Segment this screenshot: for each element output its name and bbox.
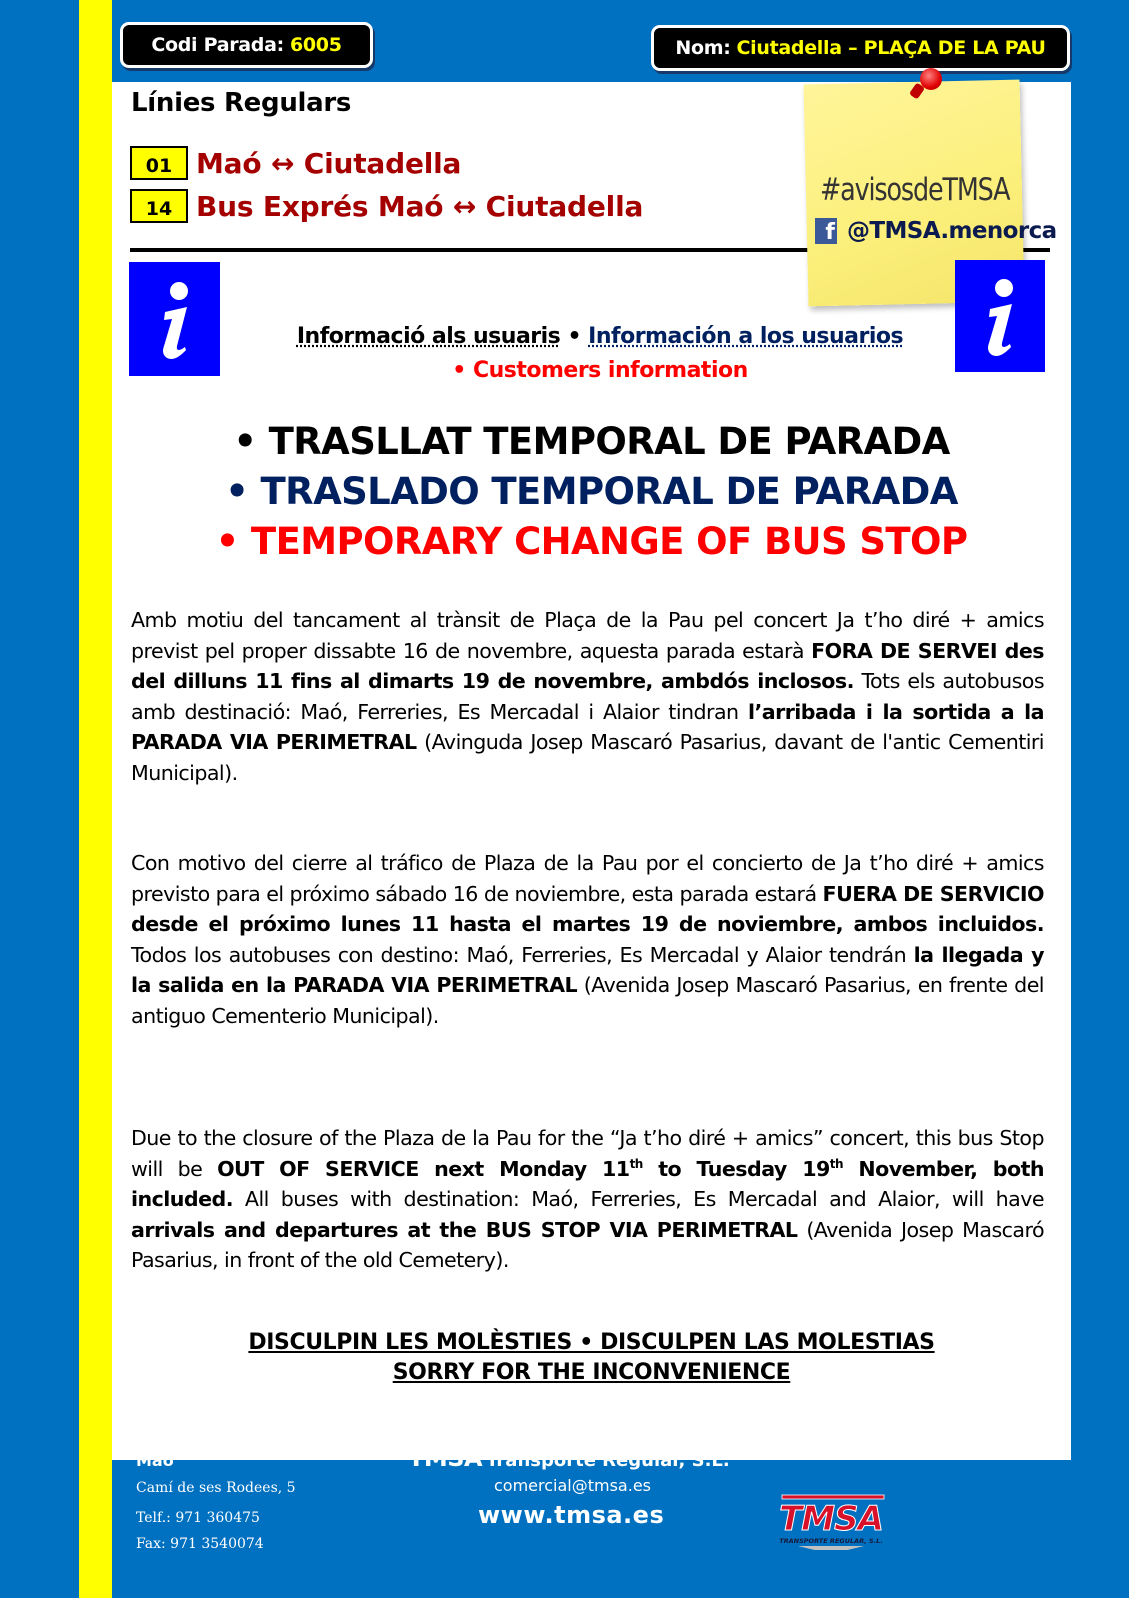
- facebook-icon: f: [815, 218, 837, 244]
- text: Due to the closure of the Plaza de la Pau for the “Ja t’ho diré + amics” concert, this bus Stop will be: [131, 1126, 1044, 1181]
- line-item: [130, 146, 461, 180]
- ordinal-suffix: th: [629, 1156, 643, 1171]
- footer-address: Camí de ses Rodees, 5: [136, 1480, 296, 1496]
- text: Con motivo del cierre al tráfico de Plaza de la Pau por el concierto de Ja t’ho diré + amics previsto para el próximo sábado 16 de noviembre, esta parada estará: [131, 851, 1044, 906]
- logo-text: TMSA: [779, 1499, 883, 1539]
- line-route: Maó ↔ Ciutadella: [196, 146, 462, 180]
- hashtag-text: #avisosdeTMSA: [820, 172, 1010, 208]
- footer-company: [408, 1444, 730, 1472]
- footer-city: Maó: [136, 1451, 174, 1470]
- stop-name-badge: [651, 25, 1070, 71]
- footer-email[interactable]: comercial@tmsa.es: [494, 1476, 651, 1495]
- ordinal-suffix: th: [829, 1156, 843, 1171]
- text: (Avenida Josep Mascaró Pasarius, en frente del antiguo Cementerio Municipal).: [131, 973, 1044, 1028]
- line-number: 01: [130, 146, 188, 180]
- stop-code-label: Codi Parada:: [151, 34, 284, 56]
- paragraph-es: [131, 848, 1044, 1031]
- apology-ca-es: DISCULPIN LES MOLÈSTIES • DISCULPEN LAS MOLESTIAS: [248, 1330, 935, 1355]
- bold-text: l’arribada i la sortida a la PARADA VIA PERIMETRAL: [131, 699, 1044, 754]
- text: (Avinguda Josep Mascaró Pasarius, davant de l'antic Cementiri Municipal).: [131, 730, 1044, 785]
- line-route: Bus Exprés Maó ↔ Ciutadella: [196, 189, 644, 223]
- side-strip: [79, 0, 112, 1598]
- footer-website[interactable]: www.tmsa.es: [478, 1501, 665, 1529]
- company-short: TMSA: [408, 1444, 483, 1472]
- bold-text: November, both included.: [131, 1156, 1044, 1211]
- company-rest: Transporte Regular, S.L.: [486, 1450, 730, 1471]
- text: Amb motiu del tancament al trànsit de Plaça de la Pau pel concert Ja t’ho diré + amics previst pel proper dissabte 16 de novembre, aquesta parada estarà: [131, 608, 1044, 663]
- bold-text: FUERA DE SERVICIO desde el próximo lunes 11 hasta el martes 19 de noviembre, ambos incluidos.: [131, 881, 1045, 936]
- headline-es: • TRASLADO TEMPORAL DE PARADA: [225, 470, 958, 513]
- text: (Avenida Josep Mascaró Pasarius, in front of the old Cemetery).: [131, 1217, 1044, 1272]
- pushpin-icon: [920, 68, 942, 90]
- bold-text: to Tuesday 19: [642, 1156, 830, 1181]
- paragraph-en: [131, 1123, 1044, 1276]
- footer-fax: Fax: 971 3540074: [136, 1536, 264, 1552]
- stop-name-label: Nom:: [675, 37, 731, 59]
- apology-en: SORRY FOR THE INCONVENIENCE: [392, 1360, 791, 1385]
- stop-code-badge: [120, 22, 373, 68]
- text: Todos los autobuses con destino: Maó, Ferreries, Es Mercadal y Alaior tendrán: [131, 942, 914, 967]
- logo-chevron: [798, 1546, 864, 1550]
- headline-en: • TEMPORARY CHANGE OF BUS STOP: [215, 520, 968, 563]
- tmsa-logo: [776, 1492, 886, 1550]
- line-number: 14: [130, 189, 188, 223]
- info-heading: [130, 324, 1070, 349]
- bold-text: arrivals and departures at the BUS STOP VIA PERIMETRAL: [131, 1217, 798, 1242]
- logo-subtext: TRANSPORTE REGULAR, S.L.: [779, 1537, 883, 1545]
- info-icon: [955, 260, 1045, 372]
- stop-code-value: 6005: [289, 34, 342, 56]
- bold-text: OUT OF SERVICE next Monday 11: [217, 1156, 630, 1181]
- info-heading-en: • Customers information: [452, 358, 748, 383]
- lines-title: Línies Regulars: [131, 88, 352, 118]
- text: All buses with destination: Maó, Ferreries, Es Mercadal and Alaior, will have: [232, 1187, 1044, 1211]
- info-separator: •: [560, 324, 589, 349]
- info-heading-es: Información a los usuarios: [588, 324, 904, 349]
- stop-name-value: Ciutadella – PLAÇA DE LA PAU: [736, 37, 1046, 59]
- facebook-link[interactable]: [815, 218, 1057, 244]
- text: Tots els autobusos amb destinació: Maó, Ferreries, Es Mercadal i Alaior tindran: [131, 669, 1044, 724]
- paragraph-ca: [131, 605, 1044, 788]
- bold-text: FORA DE SERVEI des del dilluns 11 fins al dimarts 19 de novembre, ambdós inclosos.: [131, 638, 1044, 693]
- bold-text: la llegada y la salida en la PARADA VIA PERIMETRAL: [131, 942, 1045, 997]
- headline-ca: • TRASLLAT TEMPORAL DE PARADA: [233, 420, 950, 463]
- facebook-handle: @TMSA.menorca: [847, 218, 1057, 244]
- line-item: [130, 189, 643, 223]
- info-heading-ca: Informació als usuaris: [296, 324, 561, 349]
- footer-phone: Telf.: 971 360475: [136, 1510, 260, 1526]
